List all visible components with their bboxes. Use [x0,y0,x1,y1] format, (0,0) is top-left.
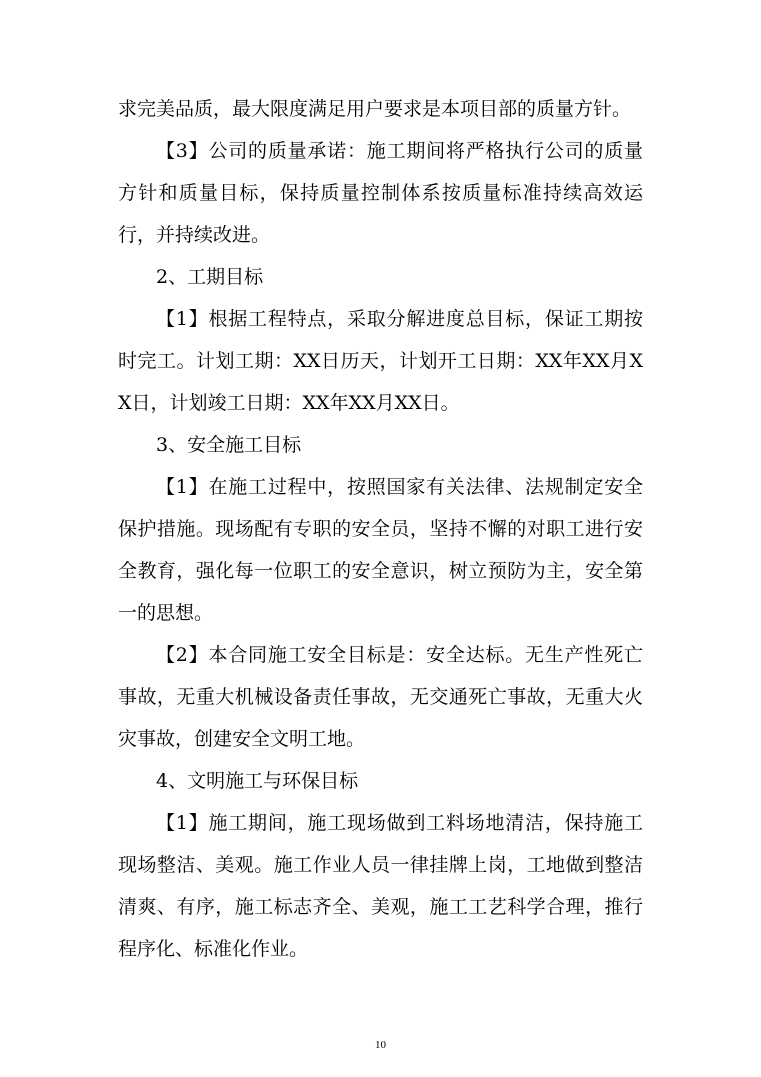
page-number: 10 [375,1039,386,1051]
heading-schedule-target: 2、工期目标 [156,266,264,288]
paragraph-safety-contract-goal: 【2】本合同施工安全目标是：安全达标。无生产性死亡事故，无重大机械设备责任事故，无交通死亡事故，无重大火灾事故，创建安全文明工地。 [118,644,643,750]
paragraph-quality-commitment: 【3】公司的质量承诺：施工期间将严格执行公司的质量方针和质量目标，保持质量控制体系按质量标准持续高效运行，并持续改进。 [118,140,643,246]
paragraph-quality-policy-end: 求完美品质，最大限度满足用户要求是本项目部的质量方针。 [118,98,632,120]
paragraph-civilized-construction: 【1】施工期间，施工现场做到工料场地清洁，保持施工现场整洁、美观。施工作业人员一律挂牌上岗，工地做到整洁清爽、有序，施工标志齐全、美观，施工工艺科学合理，推行程序化、标准化作业。 [118,812,643,960]
paragraph-safety-measures: 【1】在施工过程中，按照国家有关法律、法规制定安全保护措施。现场配有专职的安全员，坚持不懈的对职工进行安全教育，强化每一位职工的安全意识，树立预防为主，安全第一的思想。 [118,476,643,624]
heading-safety-target: 3、安全施工目标 [156,434,302,456]
document-body [118,88,643,970]
heading-civilized-construction-target: 4、文明施工与环保目标 [156,770,359,792]
paragraph-schedule-plan: 【1】根据工程特点，采取分解进度总目标，保证工期按时完工。计划工期：XX日历天，计划开工日期：XX年XX月XX日，计划竣工日期：XX年XX月XX日。 [118,308,643,414]
